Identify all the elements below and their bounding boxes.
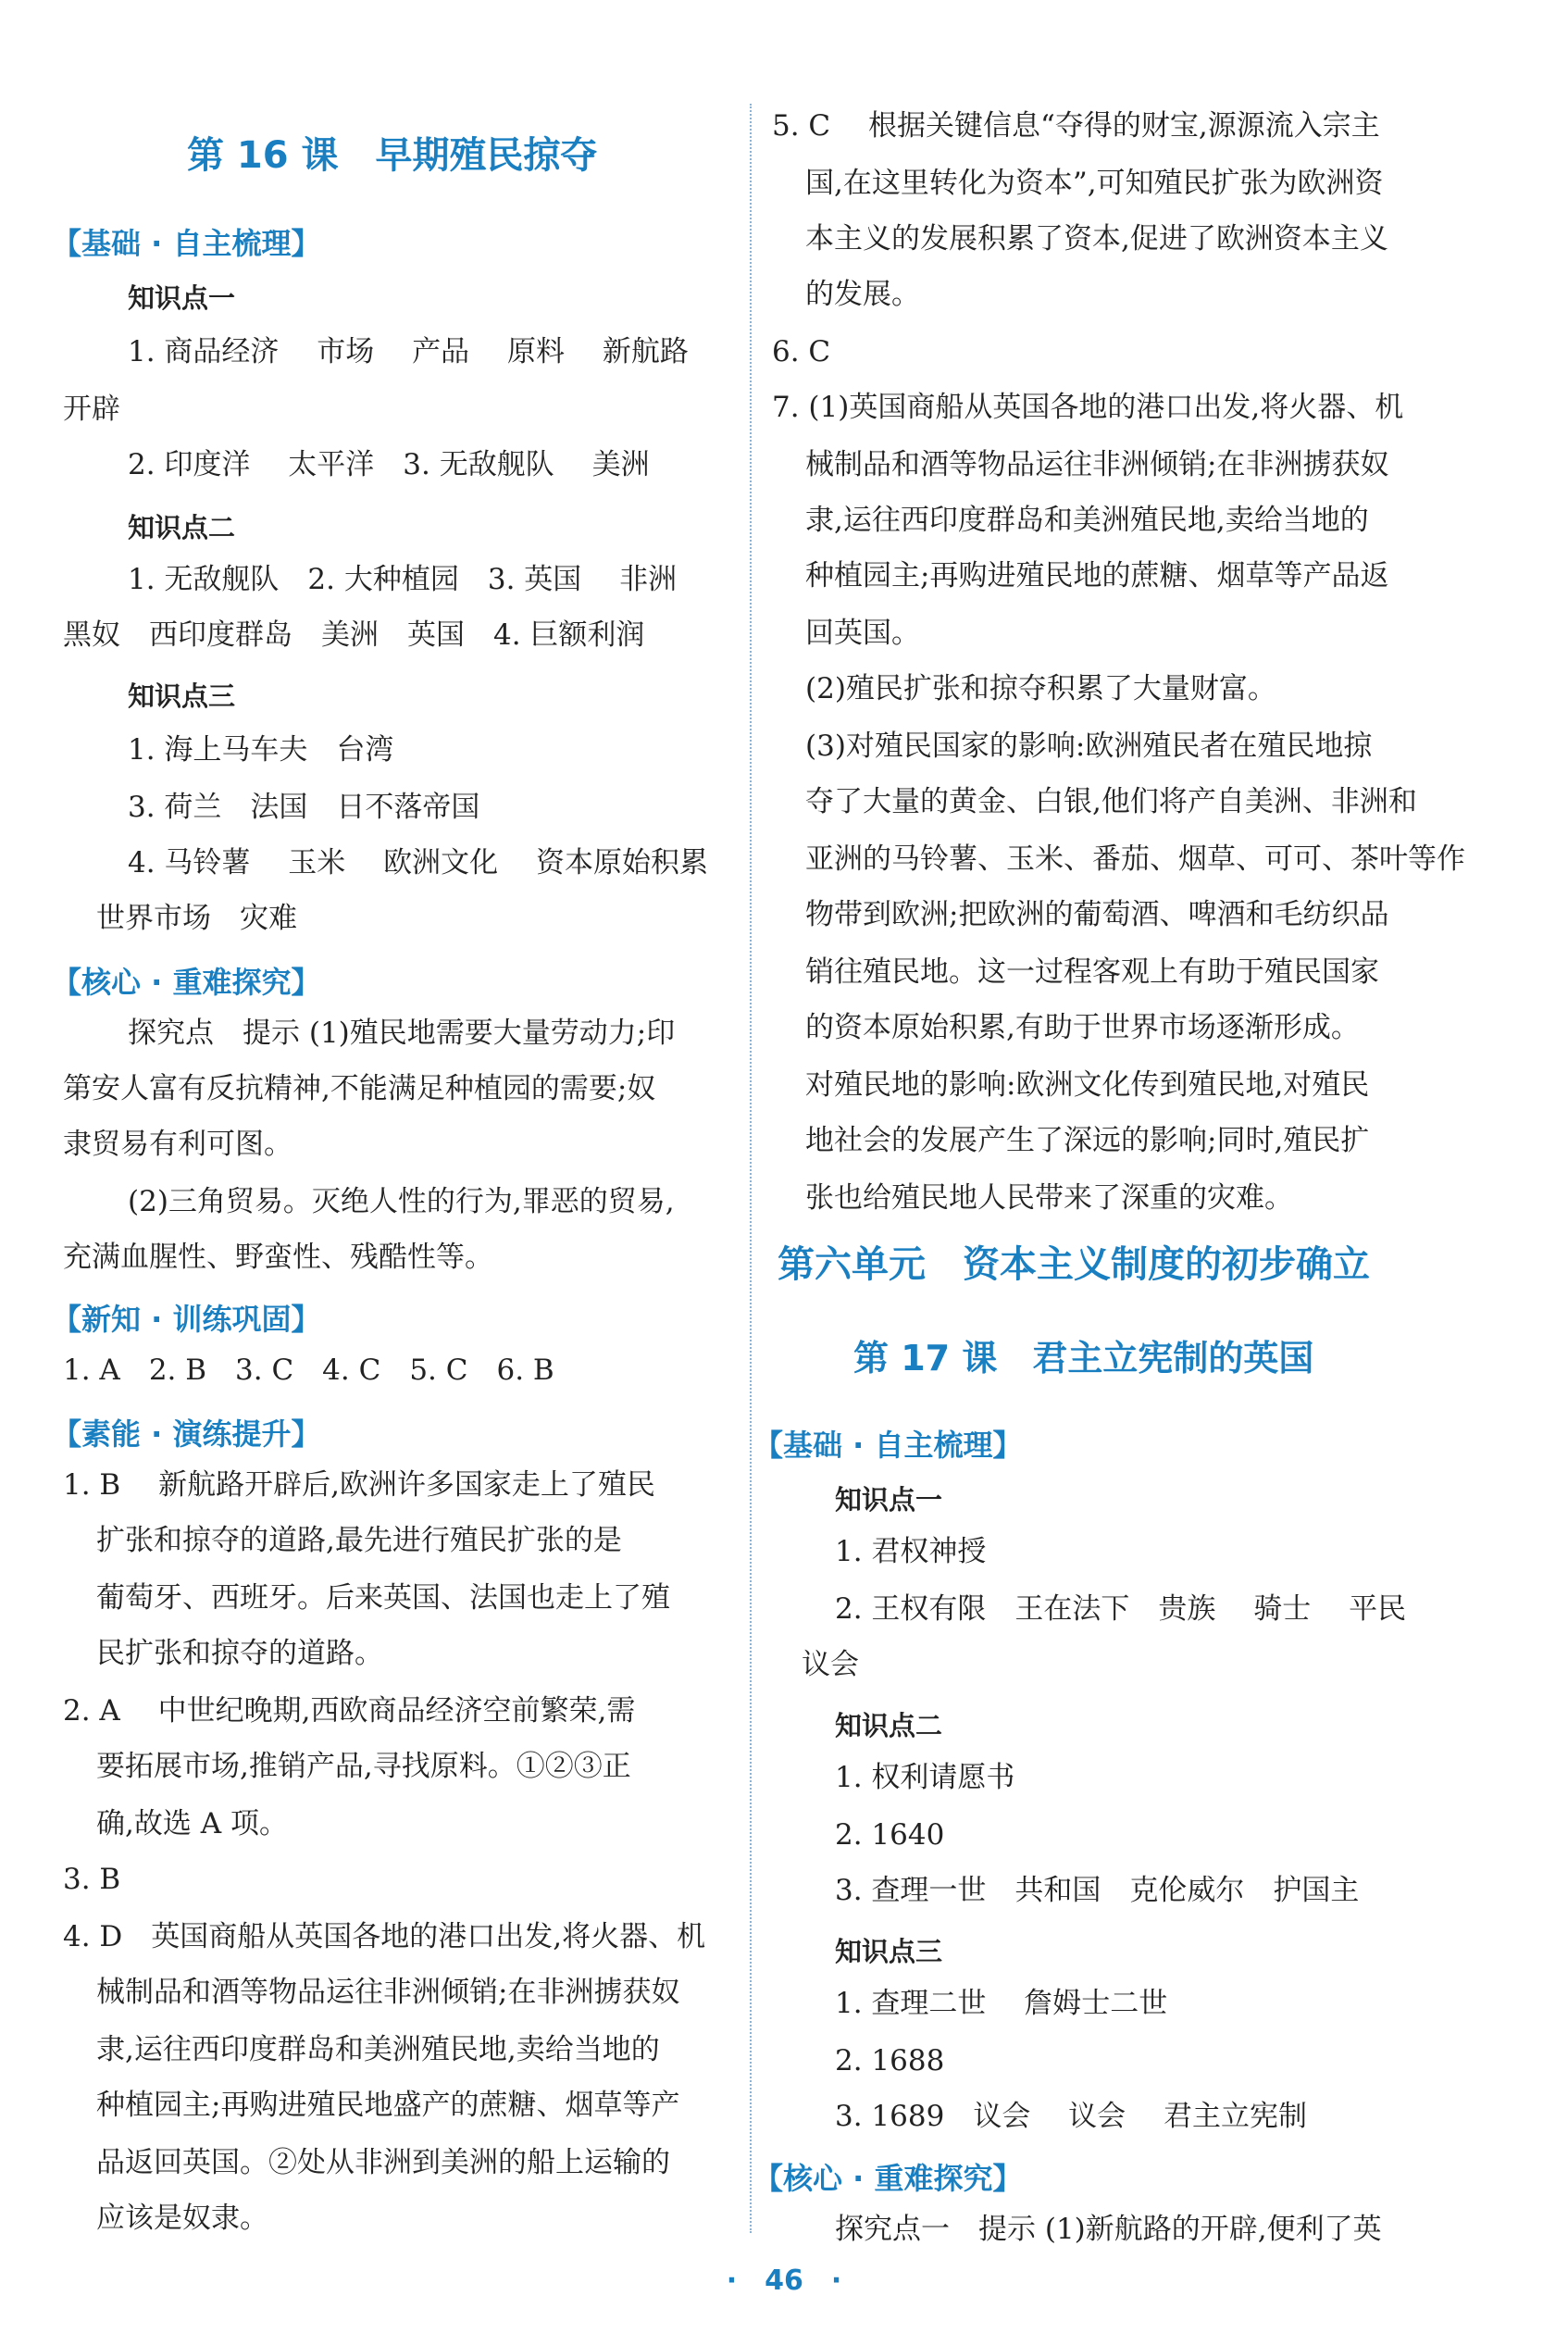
text-line: 地社会的发展产生了深远的影响;同时,殖民扩 xyxy=(805,1124,1370,1157)
text-line: 确,故选 A 项。 xyxy=(96,1807,288,1840)
text-line: 张也给殖民地人民带来了深重的灾难。 xyxy=(805,1181,1293,1215)
text-line: 2. 王权有限 王在法下 贵族 骑士 平民 xyxy=(835,1592,1407,1626)
knowledge-point-1-title: 知识点一 xyxy=(128,282,236,314)
text-line: 6. C xyxy=(772,335,831,368)
text-line: 1. 权利请愿书 xyxy=(835,1761,1015,1794)
text-line: 本主义的发展积累了资本,促进了欧洲资本主义 xyxy=(805,222,1388,256)
text-line: 要拓展市场,推销产品,寻找原料。①②③正 xyxy=(96,1750,631,1783)
section-basics: 【基础 · 自主梳理】 xyxy=(52,226,321,261)
text-line: 1. B 新航路开辟后,欧洲许多国家走上了殖民 xyxy=(63,1468,655,1502)
text-line: 1. 无敌舰队 2. 大种植园 3. 英国 非洲 xyxy=(128,563,678,596)
text-line: 民扩张和掠夺的道路。 xyxy=(96,1637,383,1670)
text-line: 对殖民地的影响:欧洲文化传到殖民地,对殖民 xyxy=(805,1068,1370,1102)
text-line: 国,在这里转化为资本”,可知殖民扩张为欧洲资 xyxy=(805,167,1384,200)
text-line: 扩张和掠夺的道路,最先进行殖民扩张的是 xyxy=(96,1524,622,1557)
knowledge-point-3-title: 知识点三 xyxy=(128,680,236,712)
text-line: 3. 荷兰 法国 日不落帝国 xyxy=(128,791,480,824)
text-line: 回英国。 xyxy=(805,617,920,650)
text-line: 隶贸易有利可图。 xyxy=(63,1128,292,1161)
text-line: 应该是奴隶。 xyxy=(96,2202,268,2235)
text-line: 充满血腥性、野蛮性、残酷性等。 xyxy=(63,1241,493,1274)
section-core: 【核心 · 重难探究】 xyxy=(753,2161,1023,2196)
text-line: 械制品和酒等物品运往非洲倾销;在非洲掳获奴 xyxy=(805,448,1389,481)
text-line: 品返回英国。②处从非洲到美洲的船上运输的 xyxy=(96,2146,670,2179)
text-line: 销往殖民地。这一过程客观上有助于殖民国家 xyxy=(805,955,1379,989)
column-divider xyxy=(750,104,752,2233)
text-line: 探究点 提示 (1)殖民地需要大量劳动力;印 xyxy=(128,1017,676,1050)
text-line: 1. 君权神授 xyxy=(835,1535,987,1568)
text-line: 7. (1)英国商船从英国各地的港口出发,将火器、机 xyxy=(772,391,1404,424)
text-line: 5. C 根据关键信息“夺得的财宝,源源流入宗主 xyxy=(772,109,1380,143)
text-line: 议会 xyxy=(802,1648,859,1681)
knowledge-point-3-title: 知识点三 xyxy=(835,1936,943,1967)
text-line: 种植园主;再购进殖民地盛产的蔗糖、烟草等产 xyxy=(96,2089,680,2122)
text-line: 物带到欧洲;把欧洲的葡萄酒、啤酒和毛纺织品 xyxy=(805,898,1389,931)
text-line: 隶,运往西印度群岛和美洲殖民地,卖给当地的 xyxy=(805,504,1369,537)
section-ability: 【素能 · 演练提升】 xyxy=(52,1416,321,1452)
text-line: (2)殖民扩张和掠夺积累了大量财富。 xyxy=(805,672,1276,705)
text-line: 种植园主;再购进殖民地的蔗糖、烟草等产品返 xyxy=(805,559,1389,593)
text-line: 3. 查理一世 共和国 克伦威尔 护国主 xyxy=(835,1874,1360,1907)
answers-line: 1. A 2. B 3. C 4. C 5. C 6. B xyxy=(63,1354,554,1387)
lesson-16-title: 第 16 课 早期殖民掠夺 xyxy=(187,134,598,177)
text-line: 2. 1640 xyxy=(835,1818,945,1852)
text-line: 2. 印度洋 太平洋 3. 无敌舰队 美洲 xyxy=(128,448,650,481)
text-line: 隶,运往西印度群岛和美洲殖民地,卖给当地的 xyxy=(96,2033,660,2066)
knowledge-point-2-title: 知识点二 xyxy=(128,512,236,543)
text-line: 3. B xyxy=(63,1863,121,1896)
text-line: 1. 海上马车夫 台湾 xyxy=(128,733,394,767)
text-line: 4. 马铃薯 玉米 欧洲文化 资本原始积累 xyxy=(128,846,708,880)
text-line: 4. D 英国商船从英国各地的港口出发,将火器、机 xyxy=(63,1920,706,1953)
section-basics: 【基础 · 自主梳理】 xyxy=(753,1428,1023,1463)
text-line: 1. 查理二世 詹姆士二世 xyxy=(835,1987,1168,2020)
section-core: 【核心 · 重难探究】 xyxy=(52,965,321,1000)
text-line: (2)三角贸易。灭绝人性的行为,罪恶的贸易, xyxy=(128,1185,675,1218)
text-line: 2. A 中世纪晚期,西欧商品经济空前繁荣,需 xyxy=(63,1694,636,1728)
text-line: 1. 商品经济 市场 产品 原料 新航路 xyxy=(128,335,689,368)
text-line: (3)对殖民国家的影响:欧洲殖民者在殖民地掠 xyxy=(805,730,1373,763)
text-line: 械制品和酒等物品运往非洲倾销;在非洲掳获奴 xyxy=(96,1976,680,2009)
text-line: 葡萄牙、西班牙。后来英国、法国也走上了殖 xyxy=(96,1581,670,1615)
text-line: 开辟 xyxy=(63,393,120,426)
text-line: 3. 1689 议会 议会 君主立宪制 xyxy=(835,2100,1308,2133)
knowledge-point-2-title: 知识点二 xyxy=(835,1710,943,1741)
unit-6-title: 第六单元 资本主义制度的初步确立 xyxy=(778,1243,1370,1286)
knowledge-point-1-title: 知识点一 xyxy=(835,1484,943,1516)
lesson-17-title: 第 17 课 君主立宪制的英国 xyxy=(853,1338,1314,1379)
text-line: 亚洲的马铃薯、玉米、番茄、烟草、可可、茶叶等作 xyxy=(805,842,1465,876)
text-line: 2. 1688 xyxy=(835,2044,945,2077)
text-line: 的资本原始积累,有助于世界市场逐渐形成。 xyxy=(805,1011,1360,1044)
page-number: · 46 · xyxy=(726,2264,842,2297)
text-line: 探究点一 提示 (1)新航路的开辟,便利了英 xyxy=(835,2213,1382,2246)
section-new-knowledge: 【新知 · 训练巩固】 xyxy=(52,1302,321,1337)
text-line: 的发展。 xyxy=(805,278,920,311)
text-line: 夺了大量的黄金、白银,他们将产自美洲、非洲和 xyxy=(805,785,1417,818)
text-line: 黑奴 西印度群岛 美洲 英国 4. 巨额利润 xyxy=(63,618,645,652)
text-line: 第安人富有反抗精神,不能满足种植园的需要;奴 xyxy=(63,1072,656,1105)
text-line: 世界市场 灾难 xyxy=(96,902,297,935)
